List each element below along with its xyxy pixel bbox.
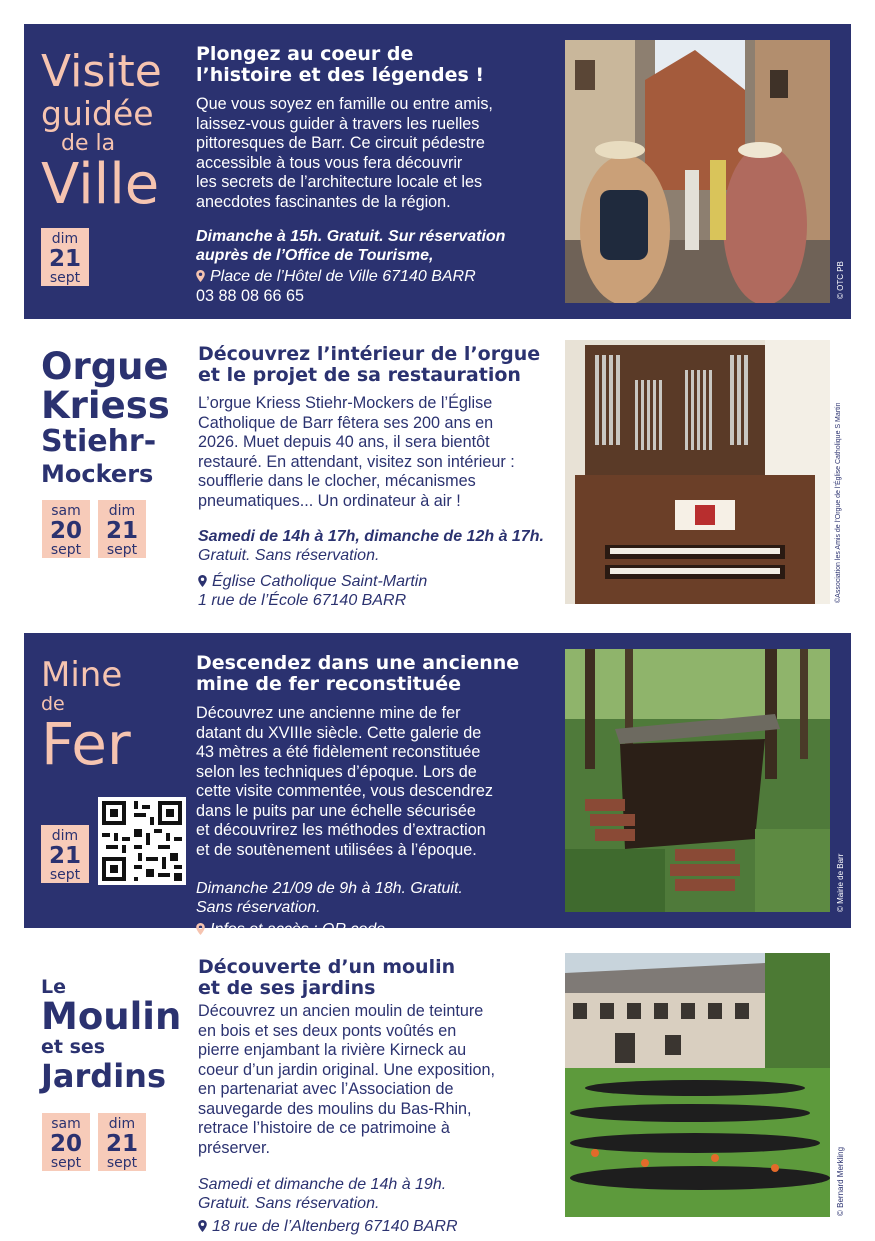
event-title: Le Moulin et ses Jardins (41, 976, 182, 1095)
event-schedule: Dimanche 21/09 de 9h à 18h. Gratuit. Sans réservation. (196, 880, 463, 916)
map-pin-icon (196, 923, 205, 935)
event-title: Orgue Kriess Stiehr- Mockers (41, 345, 170, 488)
event-title: Mine de Fer (41, 655, 131, 778)
event-location: Église Catholique Saint-Martin 1 rue de l’École 67140 BARR (198, 573, 428, 609)
event-location: Place de l’Hôtel de Ville 67140 BARR (196, 267, 566, 286)
event-description: Découvrez une ancienne mine de fer datant du XVIIIe siècle. Cette galerie de 43 mètres a été fidèlement reconstituée selon les techniques d’époque. Lors de cette visite commentée, vous descendrez dans le puits par une échelle sécurisée et découvrirez les méthodes d’extraction et de soutènement utilisées à l’époque. (196, 704, 493, 859)
date-badge: dim 21 sept (41, 825, 89, 883)
event-schedule: Samedi de 14h à 17h, dimanche de 12h à 17h. Gratuit. Sans réservation. (198, 528, 544, 564)
date-badge: dim 21 sept (98, 500, 146, 558)
event-title: Visite guidée de la Ville (41, 46, 162, 217)
photo-street-visitors (565, 40, 830, 303)
event-schedule: Samedi et dimanche de 14h à 19h. Gratuit. Sans réservation. (198, 1176, 447, 1212)
event-mine-de-fer (24, 633, 851, 938)
photo-organ (565, 340, 830, 604)
event-schedule: Dimanche à 15h. Gratuit. Sur réservation auprès de l’Office de Tourisme, (196, 228, 506, 264)
event-heading: Découvrez l’intérieur de l’orgue et le projet de sa restauration (198, 343, 541, 386)
event-location: Infos et accès : QR code (196, 920, 561, 939)
event-text (196, 653, 561, 939)
event-visite-guidee (24, 24, 851, 319)
photo-credit: ©Association les Amis de l’Orgue de l’Église Catholique S Martin (835, 402, 842, 603)
photo-mine-entrance (565, 649, 830, 912)
photo-credit: © Bernard Merkling (836, 1146, 845, 1216)
event-text (196, 44, 566, 307)
photo-mill-garden (565, 953, 830, 1217)
event-heading: Descendez dans une ancienne mine de fer reconstituée (196, 652, 520, 695)
event-text (198, 957, 550, 1236)
event-description: Que vous soyez en famille ou entre amis, laissez-vous guider à travers les ruelles pittoresques de Barr. Ce circuit pédestre accessible à tous vous fera découvrir les secrets de l’architecture locale et les anecdotes fascinantes de la région. (196, 95, 493, 211)
event-orgue (24, 335, 851, 610)
date-badge: sam 20 sept (42, 1113, 90, 1171)
event-phone: 03 88 08 66 65 (196, 287, 305, 305)
map-pin-icon (196, 270, 205, 282)
event-heading: Découverte d’un moulin et de ses jardins (198, 956, 456, 999)
date-badge: sam 20 sept (42, 500, 90, 558)
photo-credit: © Mairie de Barr (836, 853, 845, 912)
event-text (198, 344, 560, 610)
event-location: 18 rue de l’Altenberg 67140 BARR (198, 1217, 550, 1236)
qr-code[interactable] (98, 797, 186, 885)
event-description: L’orgue Kriess Stiehr-Mockers de l’Église Catholique de Barr fêtera ses 200 ans en 2026. Muet depuis 40 ans, il sera bientôt restauré. En attendant, visitez son intérieur : soufflerie dans le clocher, mécanismes pneumatiques... Un ordinateur à air ! (198, 394, 515, 510)
map-pin-icon (198, 575, 207, 587)
date-badge: dim 21 sept (41, 228, 89, 286)
event-moulin (24, 948, 851, 1235)
event-heading: Plongez au coeur de l’histoire et des légendes ! (196, 43, 485, 86)
date-badge: dim 21 sept (98, 1113, 146, 1171)
map-pin-icon (198, 1220, 207, 1232)
event-description: Découvrez un ancien moulin de teinture en bois et ses deux ponts voûtés en pierre enjambant la rivière Kirneck au coeur d’un jardin original. Une exposition, en partenariat avec l’Association de sauvegarde des moulins du Bas-Rhin, retrace l’histoire de ce patrimoine à préserver. (198, 1002, 495, 1157)
photo-credit: © OTC PB (836, 261, 845, 299)
